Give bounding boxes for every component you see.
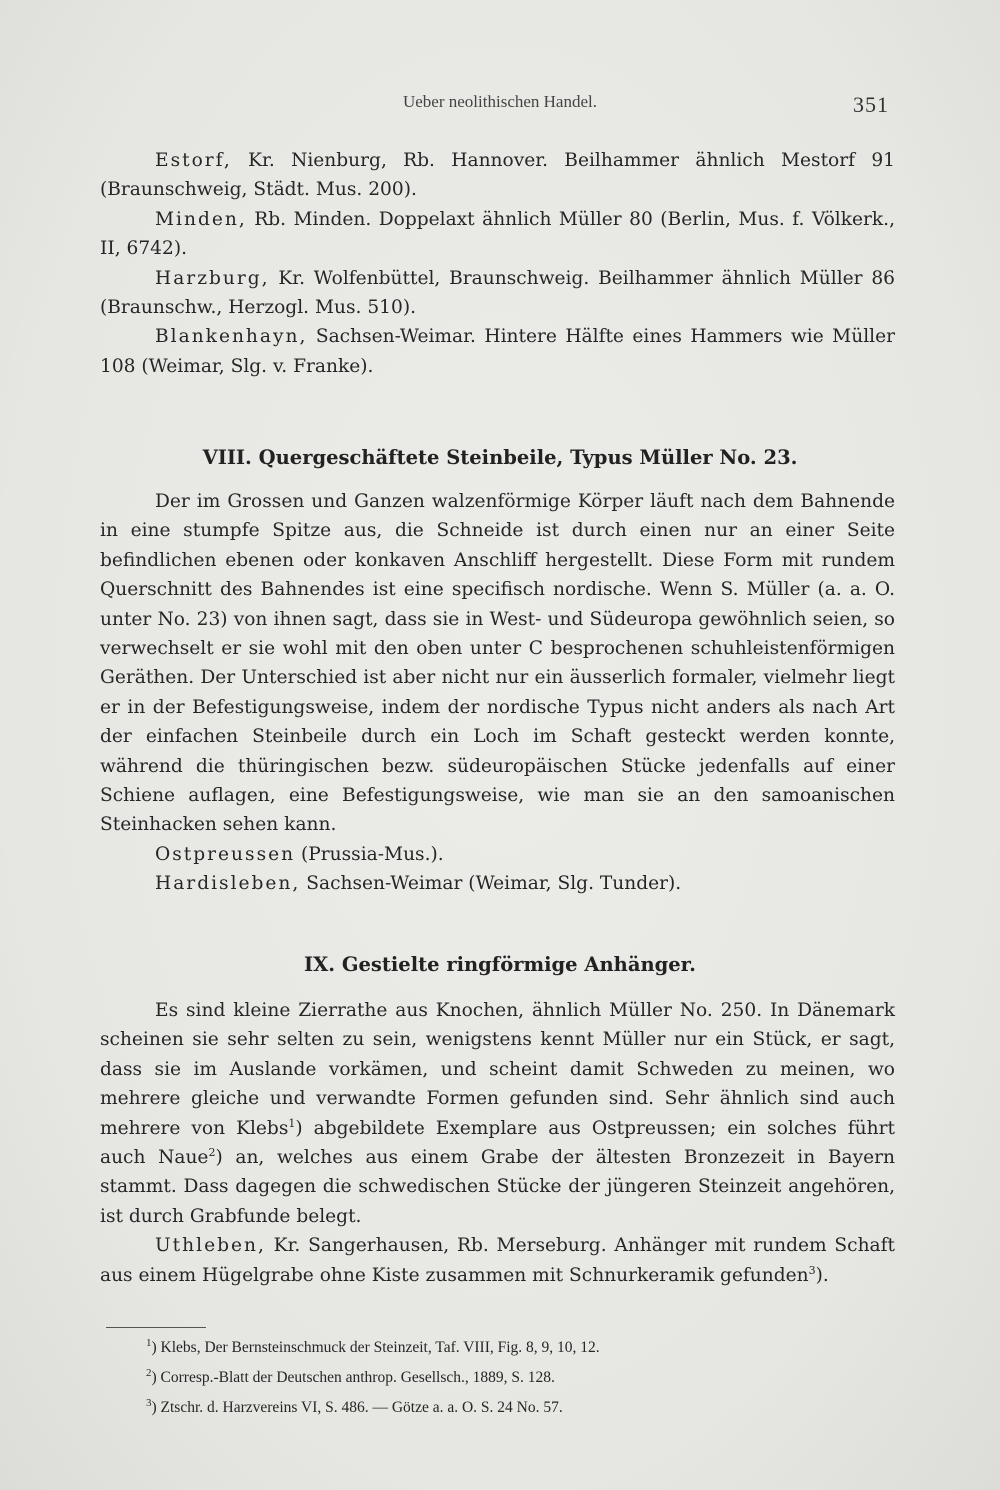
footnote-ref: 2 (208, 1145, 216, 1159)
section-viii-body (100, 487, 895, 899)
find-place: Uthleben, (155, 1235, 266, 1257)
body-paragraph: Es sind kleine Zierrathe aus Knochen, ähnlich Müller No. 250. In Dänemark scheinen sie sehr selten zu sein, wenigstens kennt Müller nur ein Stück, er sagt, dass sie im Auslande vorkämen, und scheint damit Schweden zu meinen, wo mehrere gleiche und verwandte Formen gefunden sind. Sehr ähnlich sind auch mehrere von Klebs$^1$) abgebildete Exemplare aus Ostpreussen; ein solches führt auch Naue$^2$) an, welches aus einem Grabe der ältesten Bronzezeit in Bayern stammt. Dass dagegen die schwedischen Stücke der jüngeren Steinzeit angehören, ist durch Grabfunde belegt. (100, 1000, 896, 1227)
find-description: Rb. Minden. Doppelaxt ähnlich Müller 80 (Berlin, Mus. f. Völkerk., II, 6742). (100, 208, 895, 260)
find-place: Blankenhayn, (155, 326, 308, 348)
footnote-mark: 1 (146, 1336, 152, 1349)
find-description: Kr. Sangerhausen, Rb. Merseburg. Anhänger mit rundem Schaft aus einem Hügelgrabe ohne Kiste zusammen mit Schnurkeramik gefunden (100, 1235, 895, 1286)
find-description: Sachsen-Weimar. Hintere Hälfte eines Hammers wie Müller 108 (Weimar, Slg. v. Franke). (100, 326, 895, 377)
running-header: Ueber neolithischen Handel. (402, 92, 597, 111)
find-place: Estorf, (155, 150, 232, 171)
section-ix-body (100, 996, 895, 1290)
page-number: 351 (853, 92, 889, 117)
find-entry (100, 869, 895, 898)
footnote-mark: 2 (146, 1366, 152, 1379)
footnotes (146, 1333, 906, 1423)
footnote: $^1$) Klebs, Der Bernsteinschmuck der Steinzeit, Taf. VIII, Fig. 8, 9, 10, 12. (146, 1336, 600, 1356)
find-description: (Prussia-Mus.). (301, 843, 444, 865)
find-place: Hardisleben, (155, 873, 301, 895)
find-entry (100, 840, 895, 869)
body-paragraph: Der im Grossen und Ganzen walzenförmige Körper läuft nach dem Bahnende in eine stumpfe Spitze aus, die Schneide ist durch einen nur an einer Seite befindlichen ebenen oder konkaven Anschliff hergestellt. Diese Form mit rundem Querschnitt des Bahnendes ist eine specifisch nordische. Wenn S. Müller (a. a. O. unter No. 23) von ihnen sagt, dass sie in West- und Südeuropa gewöhnlich seien, so verwechselt er sie wohl mit den oben unter C besprochenen schuhleistenförmigen Geräthen. Der Unterschied ist aber nicht nur ein äusserlich formaler, vielmehr liegt er in der Befestigungsweise, indem der nordische Typus nicht anders als nach Art der einfachen Steinbeile durch ein Loch im Schaft gesteckt werden konnte, während die thüringischen bezw. südeuropäischen Stücke jedenfalls auf einer Schiene auflagen, eine Befestigungsweise, wie man sie an den samoanischen Steinhacken sehen kann. (100, 491, 895, 836)
footnote-mark: 3 (146, 1396, 152, 1409)
section-heading-ix: IX. Gestielte ringförmige Anhänger. (304, 953, 696, 976)
find-entry: Uthleben, Kr. Sangerhausen, Rb. Merseburg. Anhänger mit rundem Schaft aus einem Hügelgrabe ohne Kiste zusammen mit Schnurkeramik gefunden$^3$). (100, 1235, 895, 1286)
find-list-top (100, 146, 895, 381)
footnote: $^2$) Corresp.-Blatt der Deutschen anthrop. Gesellsch., 1889, S. 128. (146, 1366, 555, 1386)
find-entry (100, 264, 895, 323)
find-place: Harzburg, (155, 267, 270, 289)
footnote-divider (106, 1327, 206, 1328)
find-description: Sachsen-Weimar (Weimar, Slg. Tunder). (306, 873, 682, 895)
find-place: Ostpreussen (155, 843, 296, 865)
footnote: $^3$) Ztschr. d. Harzvereins VI, S. 486. — Götze a. a. O. S. 24 No. 57. (146, 1396, 563, 1416)
find-entry (100, 205, 895, 264)
find-description: Kr. Nienburg, Rb. Hannover. Beilhammer ähnlich Mestorf 91 (Braunschweig, Städt. Mus. 200). (100, 150, 895, 201)
find-entry (100, 146, 895, 205)
find-entry (100, 322, 895, 381)
find-description: Kr. Wolfenbüttel, Braunschweig. Beilhammer ähnlich Müller 86 (Braunschw., Herzogl. Mus. 510). (100, 267, 895, 319)
find-place: Minden, (155, 208, 247, 230)
section-heading-viii: VIII. Quergeschäftete Steinbeile, Typus Müller No. 23. (202, 446, 798, 469)
footnote-ref: 1 (288, 1116, 296, 1130)
footnote-ref: 3 (808, 1263, 816, 1277)
